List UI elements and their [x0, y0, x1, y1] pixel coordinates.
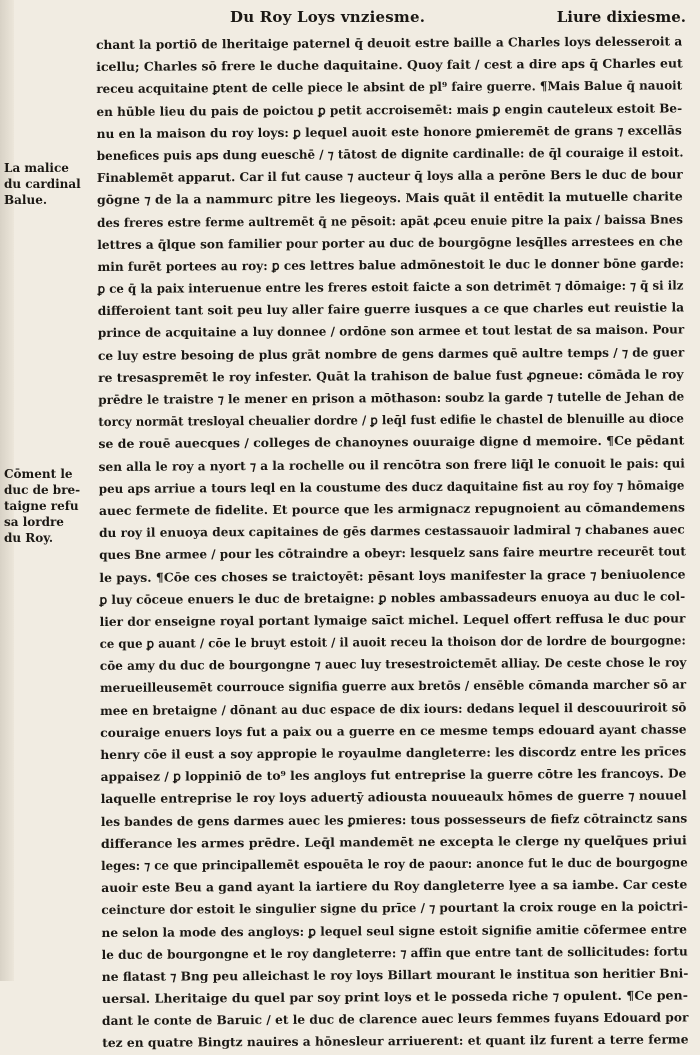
marginal-note-line: taigne refu: [4, 499, 79, 513]
text-line: du roy il enuoya deux capitaines de gēs darmes cestassauoir ladmiral ⁊ chabanes auec: [99, 522, 685, 541]
text-line: ques Bne armee / pour les cōtraindre a obeyr: lesquelz sans faire meurtre receurēt tout: [99, 544, 686, 563]
text-line: icellu; Charles sō frere le duche daquitaine. Quoy fait / cest a dire aps q̄ Charles eut: [96, 56, 683, 75]
text-line: cōe amy du duc de bourgongne ⁊ auec luy tresestroictemēt alliay. De ceste chose le roy: [99, 655, 687, 674]
running-head: [96, 8, 686, 32]
running-head-title: Du Roy Loys vnziesme.: [230, 8, 426, 26]
text-line: chant la portiō de lheritaige paternel q̄ deuoit estre baille a Charles loys delesseroit a: [96, 34, 683, 52]
text-line: ne selon la mode des angloys: ꝑ lequel seul signe estoit signifie amitie cōfermee entre: [101, 921, 688, 940]
text-line: auoir este Beu a gand ayant la iartiere du Roy dangleterre lyee a sa iambe. Car ceste: [101, 877, 688, 896]
text-line: auec fermete de fidelite. Et pource que les armignacz repugnoient au cōmandemens: [98, 500, 686, 518]
marginal-note-line: La malice: [4, 161, 69, 175]
marginal-note: [4, 466, 94, 546]
text-line: en hūble lieu du pais de poictou ꝑ petit accroisemēt: mais ꝑ engin cauteleux estoit Be-: [96, 100, 683, 119]
marginal-note-line: sa lordre: [4, 515, 64, 529]
text-line: ne flatast ⁊ Bng peu alleichast le roy loys Billart mourant le institua son heritier Bni-: [101, 966, 689, 984]
marginal-note-line: du Roy.: [4, 531, 54, 545]
text-line: dant le conte de Baruic / et le duc de clarence auec leurs femmes fuyans Edouard por: [101, 1010, 689, 1029]
text-line: les bandes de gens darmes auec les ꝑmieres: tous possesseurs de fiefz cōtrainctz sans: [100, 810, 688, 829]
text-line: differoient tant soit peu luy aller faire guerre iusques a ce que charles eut reuistie la: [97, 300, 685, 319]
text-line: le duc de bourgongne et le roy dangleterre: ⁊ affin que entre tant de sollicitudes: fortu: [101, 944, 688, 962]
marginal-note-line: duc de bre-: [4, 483, 81, 497]
text-line: min furēt portees au roy: ꝑ ces lettres balue admōnestoit le duc le donner bōne garde:: [97, 256, 685, 274]
main-text-block: [96, 30, 688, 1054]
running-head-book: Liure dixiesme.: [556, 8, 686, 26]
text-line: uersal. Lheritaige du quel par soy print loys et le possedа riche ⁊ opulent. ¶Ce pen-: [101, 988, 688, 1007]
text-line: lier dor enseigne royal portant lymaige saīct michel. Lequel offert reffusa le duc pour: [99, 611, 686, 629]
text-line: couraige enuers loys fut a paix ou a guerre en ce mesme temps edouard ayant chasse: [100, 722, 687, 740]
text-line: ꝑ ce q̄ la paix interuenue entre les freres estoit faicte a son detrimēt ⁊ dōmaige: ⁊ q̄ si ilz: [97, 278, 684, 297]
text-line: prēdre le traistre ⁊ le mener en prison a mōthason: soubz la garde ⁊ tutelle de Jehan de: [98, 389, 685, 407]
marginal-note-line: Balue.: [4, 193, 48, 207]
text-line: Finablemēt apparut. Car il fut cause ⁊ aucteur q̄ loys alla a perōne Bers le duc de bour: [96, 167, 683, 186]
text-line: nu en la maison du roy loys: ꝑ lequel auoit este honore ꝑmieremēt de grans ⁊ excellās: [96, 123, 682, 141]
text-line: gōgne ⁊ de la a nammurc pitre les liegeoys. Mais quāt il entēdit la mutuelle charite: [96, 189, 683, 208]
text-line: leges: ⁊ ce que principallemēt espouēta le roy de paour: anonce fut le duc de bourgogne: [101, 855, 688, 873]
text-line: lettres a q̄lque son familier pour porter au duc de bourgōgne lesq̄lles arrestees en che: [97, 234, 684, 252]
text-line: appaisez / ꝑ loppiniō de to⁹ les angloys fut entreprise la guerre cōtre les francoys. De: [100, 766, 687, 785]
text-line: se de rouē auecques / colleges de chanoynes ouuraige digne d memoire. ¶Ce pēdant: [98, 433, 685, 452]
text-line: receu acquitaine ꝑtent de celle piece le absint de pl⁹ faire guerre. ¶Mais Balue q̄ nauoit: [96, 78, 683, 97]
marginal-note-line: Cōment le: [4, 467, 73, 481]
text-line: ce que ꝑ auant / cōe le bruyt estoit / il auoit receu la thoison dor de lordre de bourgogne:: [99, 633, 686, 652]
text-line: differance les armes prēdre. Leq̄l mandemēt ne excepta le clerge ny quelq̄ues priui: [100, 833, 687, 851]
text-line: des freres estre ferme aultremēt q̄ ne pēsoit: apāt ꝓceu enuie pitre la paix / baissa Bnes: [97, 211, 684, 230]
marginal-note-line: du cardinal: [4, 177, 81, 191]
text-line: sen alla le roy a nyort ⁊ a la rochelle ou il rencōtra son frere liq̄l le conuoit le pais: qui: [98, 455, 685, 474]
text-line: ce luy estre besoing de plus grāt nombre de gens darmes quē aultre temps / ⁊ de guer: [97, 345, 685, 363]
text-line: ꝑ luy cōceue enuers le duc de bretaigne: ꝑ nobles ambassadeurs enuoya au duc le col-: [99, 589, 686, 607]
text-line: benefices puis aps dung eueschē / ⁊ tātost de dignite cardinalle: de q̄l couraige il estoit.: [96, 145, 684, 163]
text-line: torcy normāt tresloyal cheualier dordre / ꝑ leq̄l fust edifie le chastel de blenuille au dioce: [98, 411, 684, 430]
text-line: laquelle entreprise le roy loys aduertȳ adiousta nouueaulx hōmes de guerre ⁊ nouuel: [100, 788, 687, 807]
text-line: henry cōe il eust a soy appropie le royaulme dangleterre: les discordz entre les prīces: [100, 744, 687, 762]
text-line: peu aps arriue a tours leql en la coustume des ducz daquitaine fist au roy foy ⁊ hōmaige: [98, 478, 685, 496]
text-line: tez en quatre Bingtz nauires a hōnesleur arriuerent: et quant ilz furent a terre ferme: [102, 1032, 689, 1051]
text-line: mee en bretaigne / dōnant au duc espace de dix iours: dedans lequel il descouuriroit sō: [100, 700, 687, 718]
text-line: ceincture dor estoit le singulier signe du prīce / ⁊ pourtant la croix rouge en la poictri-: [101, 899, 688, 918]
text-line: le pays. ¶Cōe ces choses se traictoyēt: pēsant loys manifester la grace ⁊ beniuolence: [99, 566, 686, 585]
marginal-note: [4, 160, 94, 208]
text-line: re tresaspremēt le roy infester. Quāt la trahison de balue fust ꝓgneue: cōmāda le roy: [98, 367, 684, 385]
text-line: merueilleusemēt courrouce signifia guerre aux bretōs / ensēble cōmanda marcher sō ar: [99, 677, 687, 696]
text-line: prince de acquitaine a luy donnee / ordōne son armee et tout lestat de sa maison. Pour: [97, 322, 685, 341]
